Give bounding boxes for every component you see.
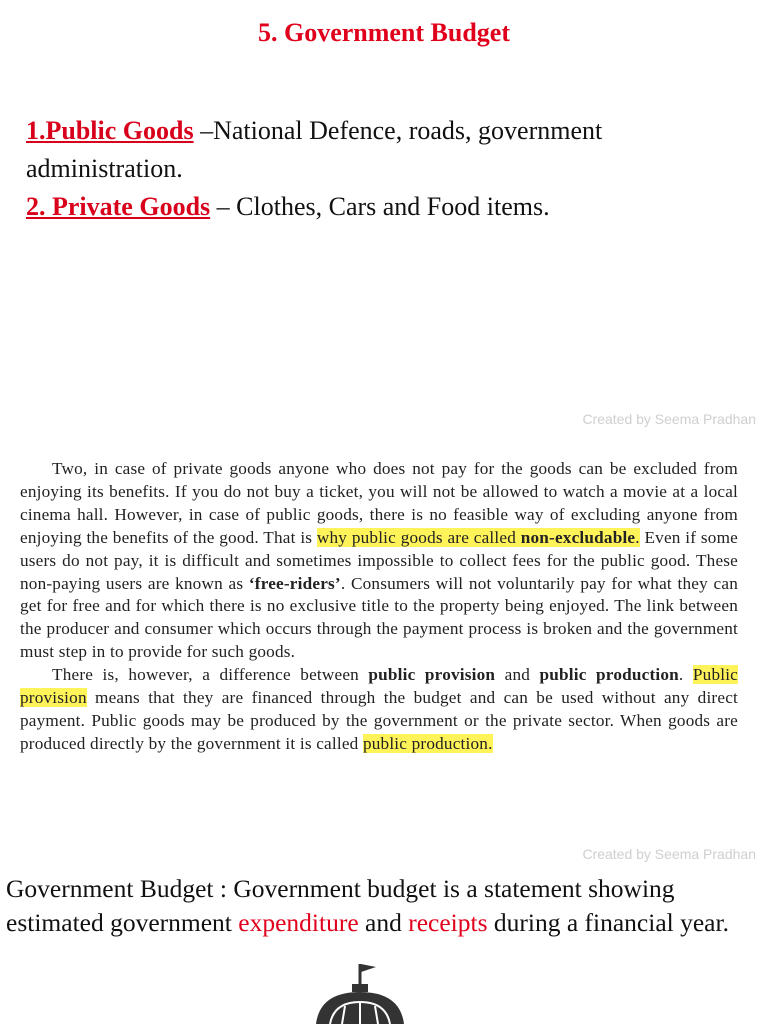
- term-receipts: receipts: [408, 908, 488, 937]
- text-run: There is, however, a difference between: [52, 665, 369, 685]
- bold-term: non-excludable: [520, 527, 636, 547]
- text-run: and: [358, 908, 409, 937]
- excerpt-paragraph-2: [20, 664, 738, 756]
- budget-definition: [6, 872, 766, 940]
- public-goods-text: –National Defence, roads, government administration.: [26, 116, 603, 183]
- bold-term: public production: [539, 665, 679, 685]
- text-run: Even if some users do not pay, it is difficult and sometimes impossible to collect fees for the public good. These non-paying users are known as: [20, 527, 738, 593]
- text-run: Government Budget : Government budget is a statement showing estimated government: [6, 874, 675, 937]
- textbook-excerpt: [20, 458, 738, 756]
- private-goods-text: – Clothes, Cars and Food items.: [210, 192, 550, 221]
- highlight-public-provision: Public provision: [20, 665, 739, 708]
- text-run: .: [678, 665, 693, 685]
- credit-watermark-bottom: Created by Seema Pradhan: [582, 846, 756, 862]
- parliament-dome-icon: [310, 962, 410, 1024]
- private-goods-label: 2. Private Goods: [26, 192, 211, 221]
- public-goods-line: [26, 112, 746, 188]
- term-expenditure: expenditure: [238, 908, 359, 937]
- text-run: . Consumers will not voluntarily pay for what they can get for free and for which there is no exclusive title to the property being enjoyed. The link between the producer and consumer which occurs through the payment process is broken and the government must step in to provide for such goods.: [20, 573, 738, 662]
- text-run: means that they are financed through the budget and can be used without any direct payment. Public goods may be produced by the government or the private sector. When goods are produced directly by the government it is called: [20, 688, 738, 753]
- bold-term: public provision: [368, 665, 496, 685]
- goods-list: [26, 112, 746, 226]
- excerpt-paragraph-1: [20, 458, 738, 664]
- text-run: .: [635, 527, 640, 547]
- highlight-non-excludable: [317, 528, 640, 547]
- text-run: and: [495, 665, 540, 685]
- page-title: 5. Government Budget: [257, 18, 511, 47]
- bold-term: ‘free-riders’: [248, 573, 341, 593]
- text-run: why public goods are called: [316, 527, 521, 547]
- text-run: during a financial year.: [487, 908, 729, 937]
- public-goods-label: 1.Public Goods: [26, 116, 194, 145]
- highlight-public-production: public production.: [362, 733, 493, 753]
- text-run: Two, in case of private goods anyone who does not pay for the goods can be excluded from enjoying its benefits. If you do not buy a ticket, you will not be allowed to watch a movie at a local cinema hall. However, in case of public goods, there is no feasible way of excluding anyone from enjoying the benefits of the good. That is: [20, 459, 738, 547]
- credit-watermark-top: Created by Seema Pradhan: [582, 411, 756, 427]
- private-goods-line: [26, 188, 746, 226]
